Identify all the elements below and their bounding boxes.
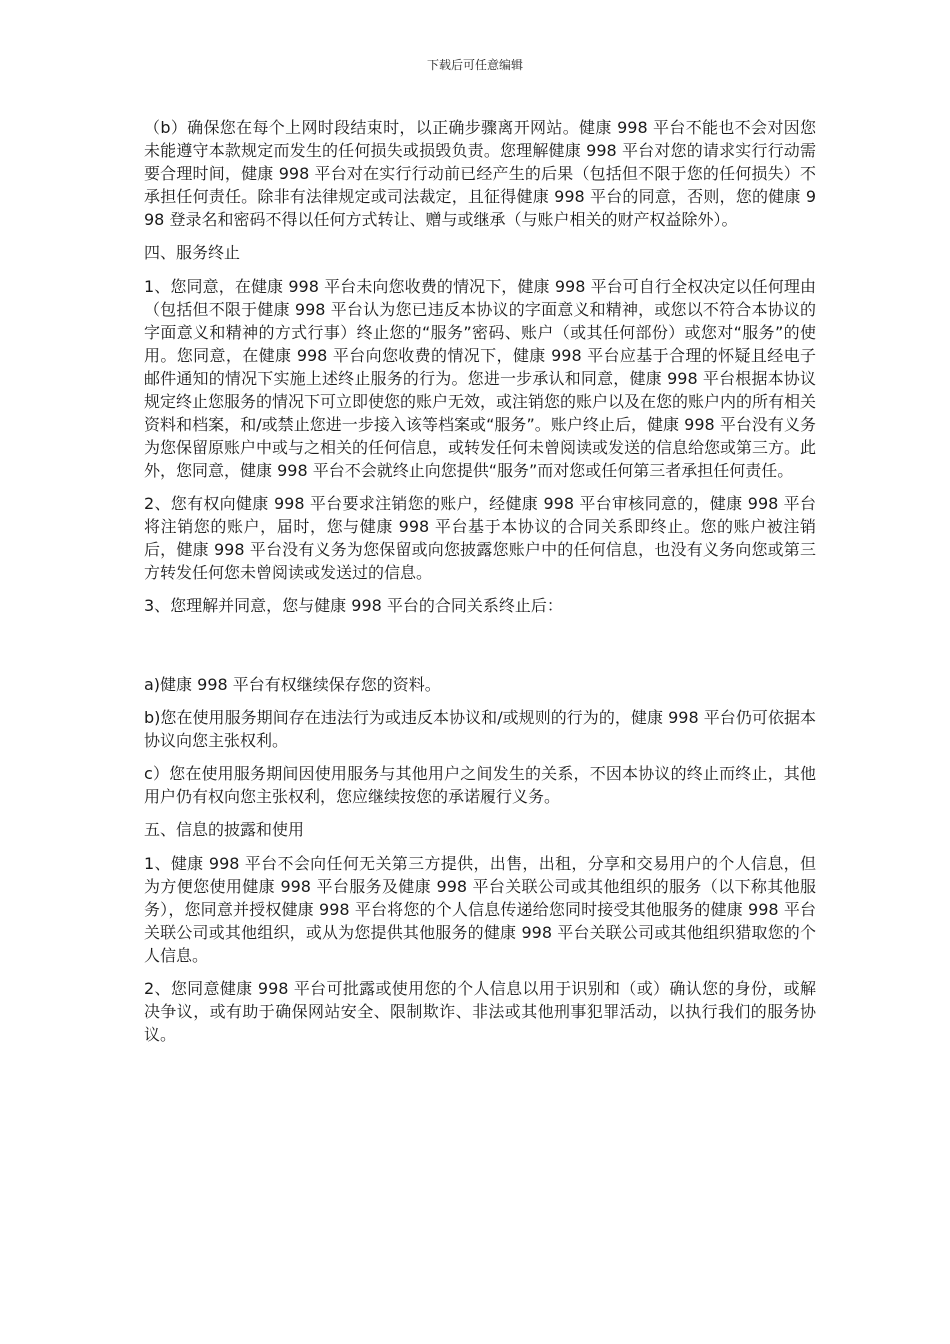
section-heading-termination: 四、服务终止 (144, 243, 241, 262)
paragraph-disclosure-1: 1、健康 998 平台不会向任何无关第三方提供，出售，出租，分享和交易用户的个人信息，但为方便您使用健康 998 平台服务及健康 998 平台关联公司或其他组织的服务（以下称其他服务），您同意并授权健康 998 平台将您的个人信息传递给您同时接受其他服务的健康 998 平台关联公司或其他组织，或从为您提供其他服务的健康 998 平台关联公司或其他组织猎取您的个人信息。 (144, 854, 816, 965)
document-body (144, 116, 816, 1056)
page-header-note: 下载后可任意编辑 (426, 58, 523, 72)
paragraph-item-b: b)您在使用服务期间存在违法行为或违反本协议和/或规则的行为的，健康 998 平台仍可依据本协议向您主张权利。 (144, 708, 816, 750)
paragraph-termination-3: 3、您理解并同意，您与健康 998 平台的合同关系终止后： (144, 596, 563, 615)
paragraph-termination-1: 1、您同意，在健康 998 平台未向您收费的情况下，健康 998 平台可自行全权决定以任何理由（包括但不限于健康 998 平台认为您已违反本协议的字面意义和精神，或您以不符合本协议的字面意义和精神的方式行事）终止您的“服务”密码、账户（或其任何部份）或您对“服务”的使用。您同意，在健康 998 平台向您收费的情况下，健康 998 平台应基于合理的怀疑且经电子邮件通知的情况下实施上述终止服务的行为。您进一步承认和同意，健康 998 平台根据本协议规定终止您服务的情况下可立即使您的账户无效，或注销您的账户以及在您的账户内的所有相关资料和档案，和/或禁止您进一步接入该等档案或“服务”。账户终止后，健康 998 平台没有义务为您保留原账户中或与之相关的任何信息，或转发任何未曾阅读或发送的信息给您或第三方。此外，您同意，健康 998 平台不会就终止向您提供“服务”而对您或任何第三者承担任何责任。 (144, 277, 817, 480)
paragraph-termination-2: 2、您有权向健康 998 平台要求注销您的账户，经健康 998 平台审核同意的，健康 998 平台将注销您的账户，届时，您与健康 998 平台基于本协议的合同关系即终止。您的账户被注销后，健康 998 平台没有义务为您保留或向您披露您账户中的任何信息，也没有义务向您或第三方转发任何您未曾阅读或发送过的信息。 (144, 494, 816, 582)
paragraph-item-c: c）您在使用服务期间因使用服务与其他用户之间发生的关系，不因本协议的终止而终止，其他用户仍有权向您主张权利，您应继续按您的承诺履行义务。 (144, 764, 816, 806)
paragraph-b-logout: （b）确保您在每个上网时段结束时，以正确步骤离开网站。健康 998 平台不能也不会对因您未能遵守本款规定而发生的任何损失或损毁负责。您理解健康 998 平台对您的请求实行行动需要合理时间，健康 998 平台对在实行行动前已经产生的后果（包括但不限于您的任何损失）不承担任何责任。除非有法律规定或司法裁定，且征得健康 998 平台的同意，否则，您的健康 998 登录名和密码不得以任何方式转让、赠与或继承（与账户相关的财产权益除外）。 (144, 118, 816, 229)
paragraph-item-a: a)健康 998 平台有权继续保存您的资料。 (144, 675, 441, 694)
section-heading-disclosure: 五、信息的披露和使用 (144, 820, 305, 839)
paragraph-disclosure-2: 2、您同意健康 998 平台可批露或使用您的个人信息以用于识别和（或）确认您的身份，或解决争议，或有助于确保网站安全、限制欺诈、非法或其他刑事犯罪活动，以执行我们的服务协议。 (144, 979, 816, 1044)
blank-gap (144, 627, 816, 673)
